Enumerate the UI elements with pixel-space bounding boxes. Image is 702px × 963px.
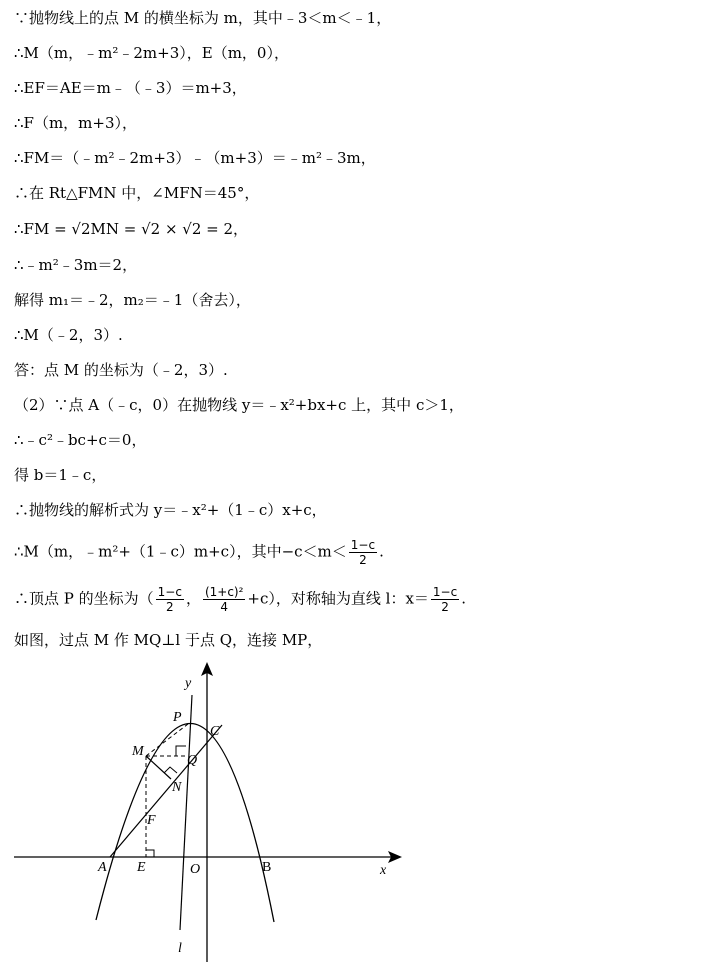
line-11: 答：点 M 的坐标为（﹣2，3）.: [14, 361, 228, 379]
label-l: l: [178, 941, 182, 956]
line-12: （2）∵点 A（﹣c，0）在抛物线 y＝﹣x²+bx+c 上，其中 c＞1，: [14, 396, 464, 414]
fraction: $\frac{\text{(1+c)²}}{4}$: [204, 585, 244, 614]
line-17: ∴顶点 P 的坐标为（ $\frac{1-c}{2}$ ， $\frac{\text{(1+c)²}}{4}$ +c），对称轴为直线 l：x＝ $\frac{1-c}{2}$ .: [14, 585, 466, 614]
line-8: ∴﹣m²﹣3m＝2，: [14, 256, 138, 274]
fraction: $\frac{1-c}{2}$: [157, 585, 182, 614]
label-c: C: [210, 724, 220, 739]
right-angle-n: [164, 767, 177, 773]
right-angle-q: [176, 746, 186, 756]
line-4: ∴F（m，m+3），: [14, 114, 138, 132]
line-2: ∴M（m，﹣m²﹣2m+3），E（m，0），: [14, 44, 289, 62]
label-x: x: [380, 863, 387, 878]
line-ac: [110, 725, 222, 857]
right-angle-e: [146, 850, 154, 857]
line-10: ∴M（﹣2，3）.: [14, 326, 123, 344]
label-e: E: [137, 860, 146, 875]
line-mp: [146, 724, 188, 756]
label-n: N: [172, 780, 182, 795]
line-18: 如图，过点 M 作 MQ⊥l 于点 Q，连接 MP，: [14, 631, 323, 649]
line-6: ∴在 Rt△FMN 中，∠MFN＝45°，: [14, 184, 260, 202]
label-q: Q: [187, 753, 198, 768]
line-16: ∴M（m，﹣m²+（1﹣c）m+c），其中−c＜m＜ $\frac{1-c}{2}$ .: [14, 538, 384, 567]
line-14: 得 b＝1﹣c，: [14, 466, 107, 484]
line-15: ∴抛物线的解析式为 y＝﹣x²+（1﹣c）x+c，: [14, 501, 327, 519]
label-o: O: [190, 862, 201, 877]
label-m: M: [132, 744, 144, 759]
symmetry-line-l: [180, 695, 192, 930]
line-13: ∴﹣c²﹣bc+c＝0，: [14, 431, 147, 449]
label-y: y: [185, 676, 192, 691]
line-7: ∴FM = √2MN = √2 × √2 = 2，: [14, 220, 249, 238]
line-1: ∵抛物线上的点 M 的横坐标为 m，其中﹣3＜m＜﹣1，: [14, 9, 392, 27]
label-a: A: [98, 860, 107, 875]
line-16-prefix: ∴M（m，﹣m²+（1﹣c）m+c），其中−c＜m＜: [14, 542, 347, 561]
label-f: F: [147, 813, 156, 828]
label-b: B: [262, 860, 272, 875]
line-3: ∴EF＝AE＝m﹣（﹣3）＝m+3，: [14, 79, 247, 97]
fraction: $\frac{1-c}{2}$: [432, 585, 458, 614]
fraction: $\frac{1-c}{2}$: [350, 538, 376, 567]
line-mn: [146, 756, 171, 779]
line-9: 解得 m₁＝﹣2，m₂＝﹣1（舍去），: [14, 291, 251, 309]
line-5: ∴FM＝（﹣m²﹣2m+3）﹣（m+3）＝﹣m²﹣3m，: [14, 149, 376, 167]
label-p: P: [173, 710, 182, 725]
